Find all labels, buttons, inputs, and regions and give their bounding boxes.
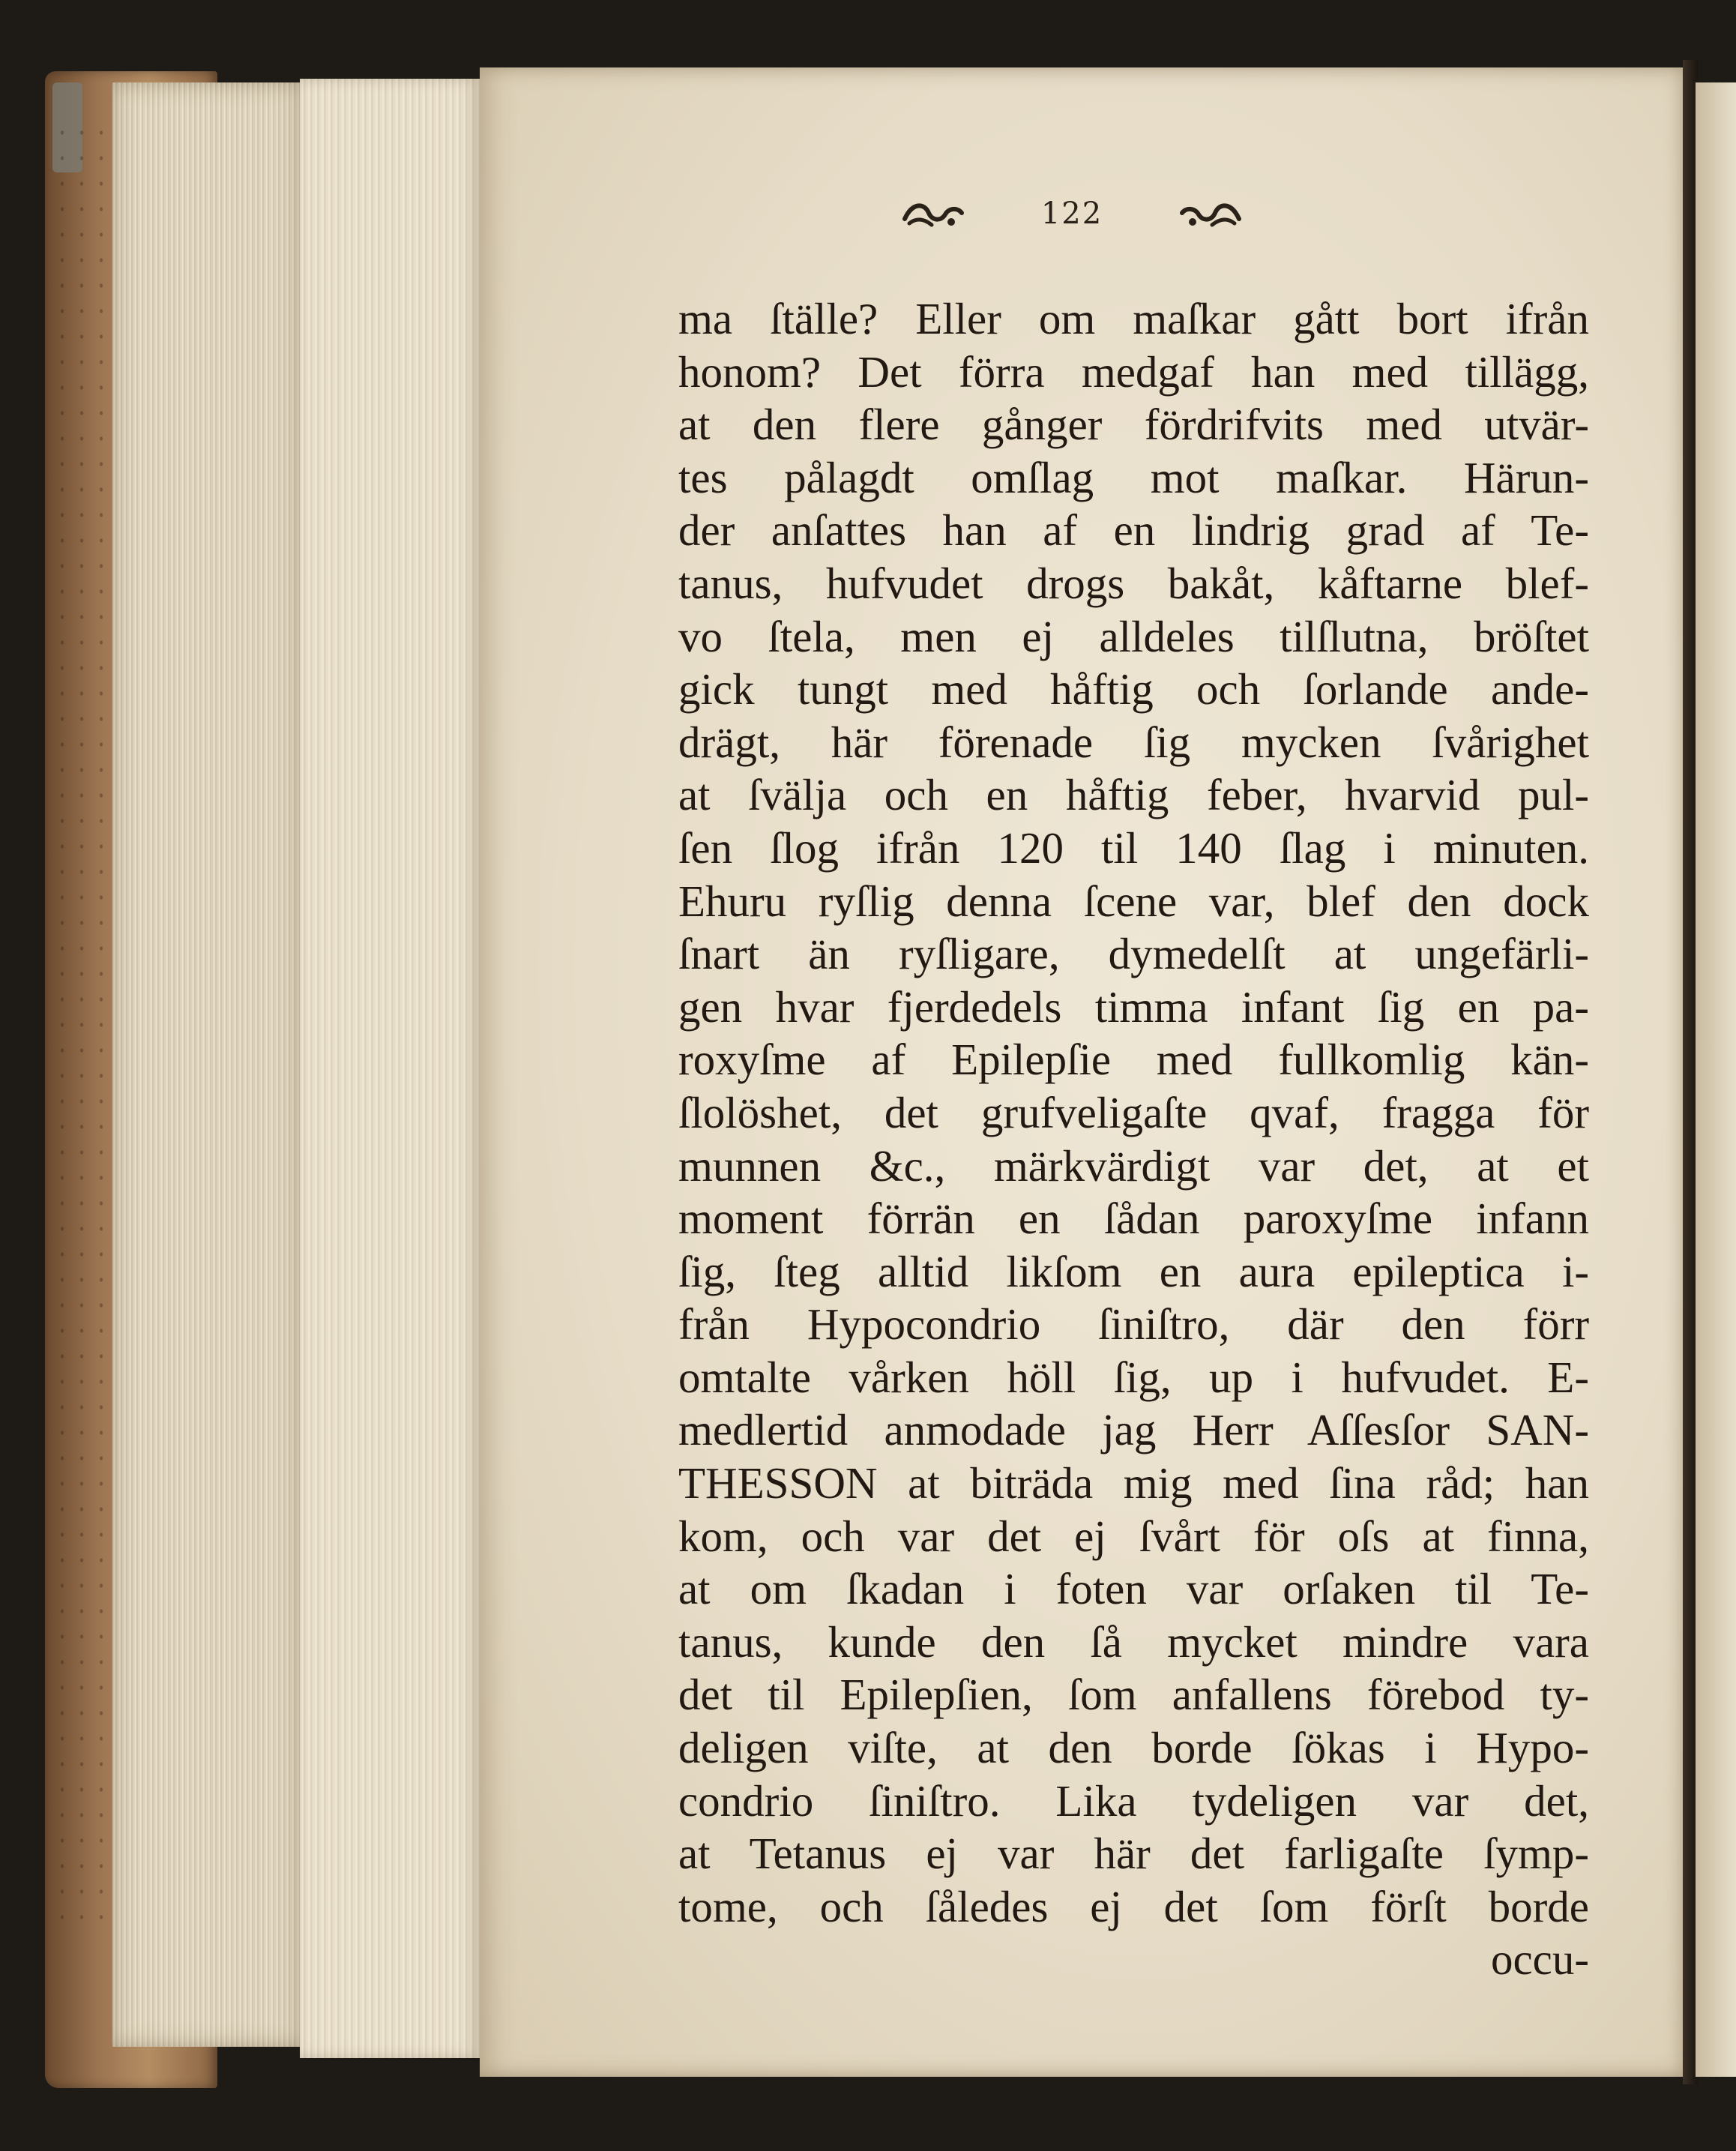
text-line: ſlolöshet, det grufveligaſte qvaf, fragga för xyxy=(678,1087,1589,1137)
text-line: moment förrän en ſådan paroxyſme infann xyxy=(678,1194,1589,1244)
text-line: condrio ſiniſtro. Lika tydeligen var det, xyxy=(678,1775,1589,1826)
text-line: gick tungt med håftig och ſorlande ande- xyxy=(678,664,1589,715)
text-line: Ehuru ryſlig denna ſcene var, blef den dock xyxy=(678,876,1589,926)
fleuron-left-icon xyxy=(899,196,966,231)
page-edges-inner xyxy=(300,79,480,2058)
text-line: från Hypocondrio ſiniſtro, där den förr xyxy=(678,1299,1589,1350)
text-line: vo ſtela, men ej alldeles tilſlutna, bröſtet xyxy=(678,611,1589,661)
text-line: ma ſtälle? Eller om maſkar gått bort ifrån xyxy=(678,294,1589,343)
text-line: omtalte vårken höll ſig, up i hufvudet. E- xyxy=(678,1352,1589,1402)
facing-page-edge xyxy=(1696,82,1736,2077)
text-line: ſnart än ryſligare, dymedelſt at ungefärli- xyxy=(678,929,1589,979)
text-line: honom? Det förra medgaf han med tillägg, xyxy=(678,346,1589,397)
text-line: roxyſme af Epilepſie med fullkomlig kän- xyxy=(678,1035,1589,1085)
text-line: drägt, här förenade ſig mycken ſvårighet xyxy=(678,717,1589,767)
page-number: 122 xyxy=(1040,196,1103,231)
text-line: deligen viſte, at den borde ſökas i Hypo- xyxy=(678,1723,1589,1773)
text-line: tome, och ſåledes ej det ſom förſt borde xyxy=(678,1881,1589,1931)
text-line: gen hvar fjerdedels timma infant ſig en pa- xyxy=(678,981,1589,1032)
text-line: det til Epilepſien, ſom anfallens förebod ty- xyxy=(678,1670,1589,1720)
page-edges-stack xyxy=(112,82,300,2047)
text-line: medlertid anmodade jag Herr Aſſesſor SAN- xyxy=(678,1405,1589,1455)
fleuron-right-icon xyxy=(1178,196,1245,231)
text-line: tes pålagdt omſlag mot maſkar. Härun- xyxy=(678,452,1589,502)
text-line: kom, och var det ej ſvårt för oſs at finna, xyxy=(678,1511,1589,1561)
page-header xyxy=(750,184,1394,244)
text-line: tanus, hufvudet drogs bakåt, kåftarne blef- xyxy=(678,558,1589,608)
text-line: ſen ſlog ifrån 120 til 140 ſlag i minuten. xyxy=(678,822,1589,873)
text-line: der anſattes han af en lindrig grad af Te- xyxy=(678,505,1589,556)
text-line: munnen &c., märkvärdigt var det, at et xyxy=(678,1140,1589,1191)
text-line: at om ſkadan i foten var orſaken til Te- xyxy=(678,1564,1589,1614)
text-line: ſig, ſteg alltid likſom en aura epileptica i- xyxy=(678,1246,1589,1296)
body-text xyxy=(678,292,1589,1986)
catchword: occu- xyxy=(1490,1934,1589,1985)
text-line: THESSON at biträda mig med ſina råd; han xyxy=(678,1458,1589,1508)
text-line: tanus, kunde den ſå mycket mindre vara xyxy=(678,1616,1589,1667)
text-line: at Tetanus ej var här det farligaſte ſymp- xyxy=(678,1829,1589,1879)
text-line: at ſvälja och en håftig feber, hvarvid pul- xyxy=(678,770,1589,820)
text-line: at den flere gånger fördrifvits med utvär- xyxy=(678,400,1589,450)
